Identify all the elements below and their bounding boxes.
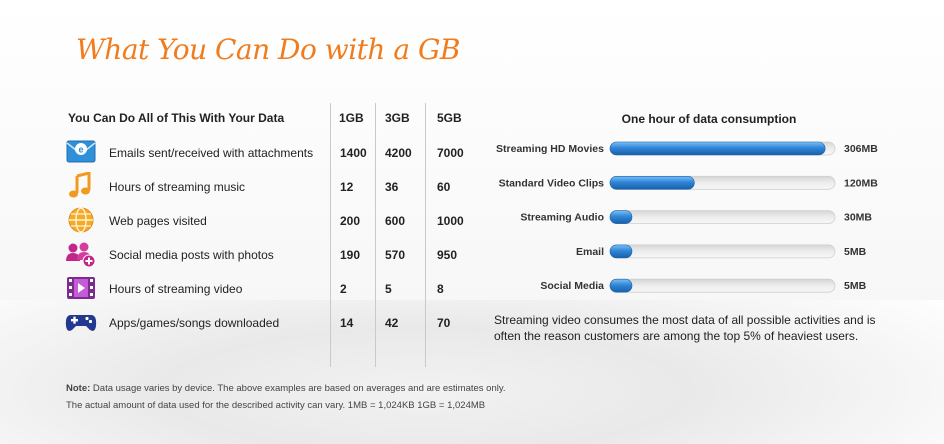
data-consumption-chart	[480, 104, 900, 304]
music-note-icon	[64, 172, 98, 200]
note-line-1: Data usage varies by device. The above examples are based on averages and are estimates only.	[92, 383, 506, 394]
bar-track	[610, 245, 835, 258]
column-divider	[330, 103, 331, 367]
chart-title: One hour of data consumption	[621, 112, 797, 126]
bar-label: Email	[575, 245, 604, 258]
video-film-icon	[64, 274, 98, 302]
bar-track	[610, 211, 835, 224]
table-cell: 600	[385, 214, 406, 228]
bar-label: Streaming HD Movies	[496, 143, 604, 155]
table-cell: 60	[437, 180, 451, 194]
column-divider	[375, 103, 376, 367]
table-cell: 8	[437, 282, 444, 296]
gamepad-icon	[64, 308, 98, 336]
chart-description: Streaming video consumes the most data of all possible activities and is often the reason customers are among the top 5% of heaviest users.	[494, 313, 876, 343]
bar-value-label: 5MB	[844, 280, 867, 293]
table-cell: 12	[340, 180, 354, 194]
table-cell: 1400	[340, 146, 367, 160]
column-header-5gb: 5GB	[437, 111, 462, 125]
column-header-1gb: 1GB	[339, 111, 364, 125]
table-cell: 42	[385, 316, 399, 330]
row-label: Emails sent/received with attachments	[109, 146, 314, 160]
bar-value-label: 120MB	[844, 177, 878, 190]
table-cell: 950	[437, 248, 458, 262]
bar-label: Streaming Audio	[520, 211, 604, 224]
table-cell: 4200	[385, 146, 412, 160]
row-label: Apps/games/songs downloaded	[109, 316, 280, 330]
bar-value-label: 5MB	[844, 245, 867, 258]
table-cell: 200	[340, 214, 361, 228]
table-cell: 190	[340, 248, 361, 262]
bar	[610, 245, 632, 258]
row-label: Web pages visited	[109, 214, 207, 228]
table-cell: 14	[340, 316, 354, 330]
globe-icon	[64, 206, 98, 234]
row-label: Social media posts with photos	[109, 248, 274, 262]
page-title: What You Can Do with a GB	[76, 33, 460, 66]
email-icon	[64, 138, 98, 166]
bar	[610, 176, 694, 189]
people-add-icon	[64, 240, 98, 268]
bar-label: Standard Video Clips	[498, 177, 604, 190]
note-label: Note:	[66, 383, 91, 394]
bar	[610, 211, 632, 224]
table-cell: 36	[385, 180, 399, 194]
table-cell: 7000	[437, 146, 464, 160]
bar-value-label: 306MB	[844, 143, 878, 155]
table-cell: 570	[385, 248, 406, 262]
table-cell: 5	[385, 282, 392, 296]
column-header-3gb: 3GB	[385, 111, 410, 125]
bar	[610, 279, 632, 292]
bar-track	[610, 279, 835, 292]
table-cell: 1000	[437, 214, 464, 228]
bar	[610, 142, 825, 155]
row-label: Hours of streaming video	[109, 282, 243, 296]
svg-text:e: e	[78, 144, 84, 155]
table-cell: 70	[437, 316, 451, 330]
note-line-2: The actual amount of data used for the described activity can vary. 1MB = 1,024KB 1GB = 1,024MB	[66, 400, 486, 411]
table-header: You Can Do All of This With Your Data	[68, 111, 285, 125]
bar-label: Social Media	[540, 280, 604, 293]
row-label: Hours of streaming music	[109, 180, 246, 194]
bar-value-label: 30MB	[844, 211, 873, 224]
table-cell: 2	[340, 282, 347, 296]
footnote	[66, 380, 506, 414]
column-divider	[425, 103, 426, 367]
